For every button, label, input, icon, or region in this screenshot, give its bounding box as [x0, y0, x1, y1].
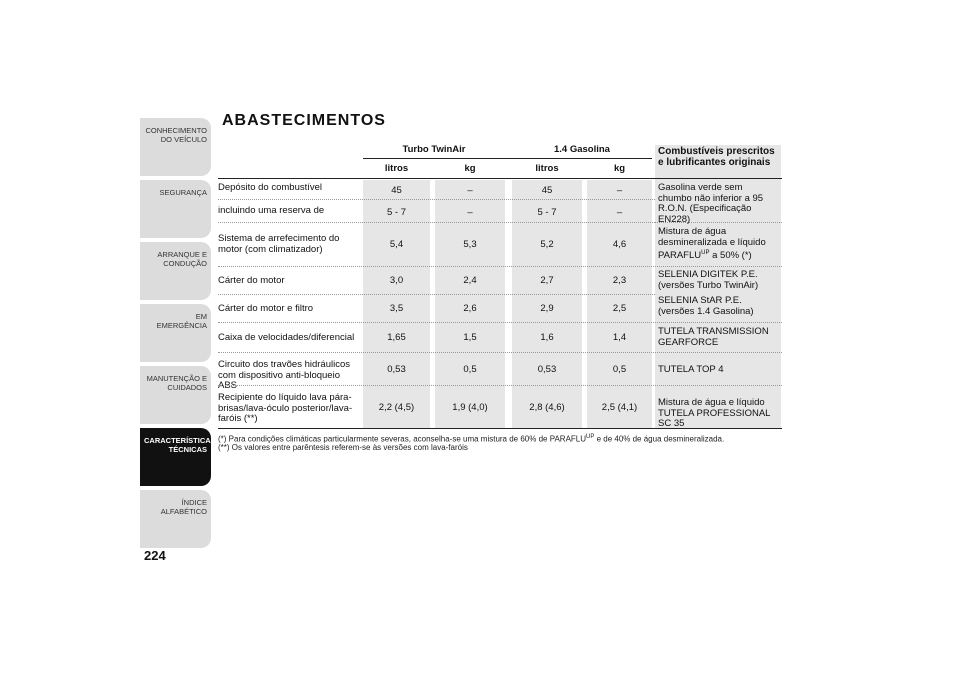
sidebar-item-label: MANUTENÇÃO E CUIDADOS: [146, 374, 207, 392]
row-separator: [218, 352, 782, 354]
value-cell: 5,3: [463, 239, 477, 250]
group-header-gasolina: 1.4 Gasolina: [554, 144, 610, 155]
fuel-washer: Mistura de água e líquido TUTELA PROFESSIONAL SC 35: [658, 397, 771, 429]
row-label: incluindo uma reserva de: [218, 205, 325, 216]
sub-header: litros: [535, 163, 559, 174]
value-cell: 3,0: [389, 275, 404, 286]
value-cell: 2,5: [612, 303, 627, 314]
fuel-oil-gasolina: SELENIA StAR P.E.(versões 1.4 Gasolina): [658, 295, 754, 317]
row-separator: [218, 222, 655, 224]
sidebar-item-label: CONHECIMENTO DO VEÍCULO: [145, 126, 207, 144]
sidebar-item-label: SEGURANÇA: [159, 188, 207, 197]
footnote-1-text: (*) Para condições climáticas particularmente severas, aconselha-se uma mistura de 60% de PARAFLU: [218, 434, 587, 444]
footnote-1-text-end: e de 40% de água desmineralizada.: [594, 434, 725, 444]
value-cell: 2,4: [463, 275, 477, 286]
sidebar-item-caracteristicas[interactable]: [140, 428, 216, 486]
row-separator: [218, 199, 655, 201]
sidebar-item-arranque[interactable]: [140, 242, 211, 300]
fuel-coolant-sup: UP: [701, 250, 710, 256]
fuel-gasoline: Gasolina verde sem chumbo não inferior a 95 R.O.N. (Especificação EN228): [658, 182, 764, 225]
fuel-coolant-text: Mistura de água desmineralizada e líquido PARAFLU: [658, 226, 766, 262]
value-cell: 1,65: [387, 332, 406, 343]
row-label: Caixa de velocidades/diferencial: [218, 332, 355, 343]
row-separator: [218, 294, 655, 296]
value-cell: 1,5: [463, 332, 477, 343]
value-cell: 1,4: [612, 332, 627, 343]
value-cell: 2,2 (4,5): [378, 402, 415, 413]
row-label: Cárter do motor: [218, 275, 285, 286]
value-cell: 2,5 (4,1): [601, 402, 638, 413]
row-label: Sistema de arrefecimento do motor (com climatizador): [218, 233, 340, 255]
sub-header: litros: [384, 163, 409, 174]
footnote-1-sup: UP: [586, 434, 595, 440]
row-label: Circuito dos travões hidráulicos com dispositivo anti-bloqueio ABS: [218, 359, 351, 391]
sidebar-item-conhecimento[interactable]: [140, 118, 211, 176]
row-label: Depósito do combustível: [218, 182, 323, 193]
sidebar-item-label: ARRANQUE E CONDUÇÃO: [157, 250, 207, 268]
fuel-oil-twinair: SELENIA DIGITEK P.E. (versões Turbo TwinAir): [658, 269, 759, 291]
sub-header: kg: [464, 163, 476, 174]
value-cell: 1,9 (4,0): [452, 402, 488, 413]
header-bottom-rule: [218, 178, 782, 179]
value-cell: 0,5: [612, 364, 627, 375]
row-label: Cárter do motor e filtro: [218, 303, 314, 314]
value-cell: 0,53: [537, 364, 557, 375]
fuel-header: Combustíveis prescritos e lubrificantes originais: [658, 146, 775, 168]
sidebar-item-manutencao[interactable]: [140, 366, 211, 424]
sidebar-item-seguranca[interactable]: [140, 180, 211, 238]
value-cell: 2,8 (4,6): [529, 402, 565, 413]
value-cell: 3,5: [389, 303, 404, 314]
value-cell: 45: [391, 185, 402, 196]
fuel-coolant-text-end: a 50% (*): [709, 250, 752, 262]
footnote-2: (**) Os valores entre parêntesis referem-se às versões com lava-faróis: [218, 443, 468, 452]
value-cell: –: [616, 207, 623, 218]
sidebar-item-label: ÍNDICE ALFABÉTICO: [160, 498, 207, 516]
fuel-coolant: [658, 227, 778, 262]
value-cell: 5,4: [389, 239, 404, 250]
value-cell: –: [467, 207, 473, 218]
fuel-transmission: TUTELA TRANSMISSION GEARFORCE: [658, 326, 769, 348]
row-label: Recipiente do líquido lava pára-brisas/lava-óculo posterior/lava-faróis (**): [218, 392, 353, 424]
value-cell: 5,2: [540, 239, 554, 250]
row-separator: [218, 322, 782, 324]
value-cell: 2,7: [540, 275, 554, 286]
group-header-twinair: Turbo TwinAir: [402, 144, 466, 155]
value-cell: 4,6: [612, 239, 627, 250]
value-cell: 5 - 7: [386, 207, 406, 218]
value-cell: 0,53: [387, 364, 406, 375]
value-cell: 1,6: [540, 332, 554, 343]
page-number: 224: [144, 548, 166, 563]
sidebar-item-label: EM EMERGÊNCIA: [156, 312, 207, 330]
value-cell: 5 - 7: [537, 207, 557, 218]
value-cell: 45: [541, 185, 553, 196]
sidebar-item-label: CARACTERÍSTICAS TÉCNICAS: [144, 436, 216, 454]
value-cell: 0,5: [463, 364, 477, 375]
row-separator: [218, 385, 782, 387]
value-cell: 2,3: [612, 275, 627, 286]
header-rule: [363, 158, 652, 159]
value-cell: –: [467, 185, 473, 196]
sidebar-item-indice[interactable]: [140, 490, 211, 548]
sub-header: kg: [613, 163, 626, 174]
page-title: ABASTECIMENTOS: [222, 112, 386, 129]
row-separator: [218, 266, 782, 268]
value-cell: –: [616, 185, 623, 196]
value-cell: 2,9: [540, 303, 554, 314]
sidebar-item-emergencia[interactable]: [140, 304, 211, 362]
fuel-brake: TUTELA TOP 4: [658, 364, 724, 375]
value-cell: 2,6: [463, 303, 477, 314]
